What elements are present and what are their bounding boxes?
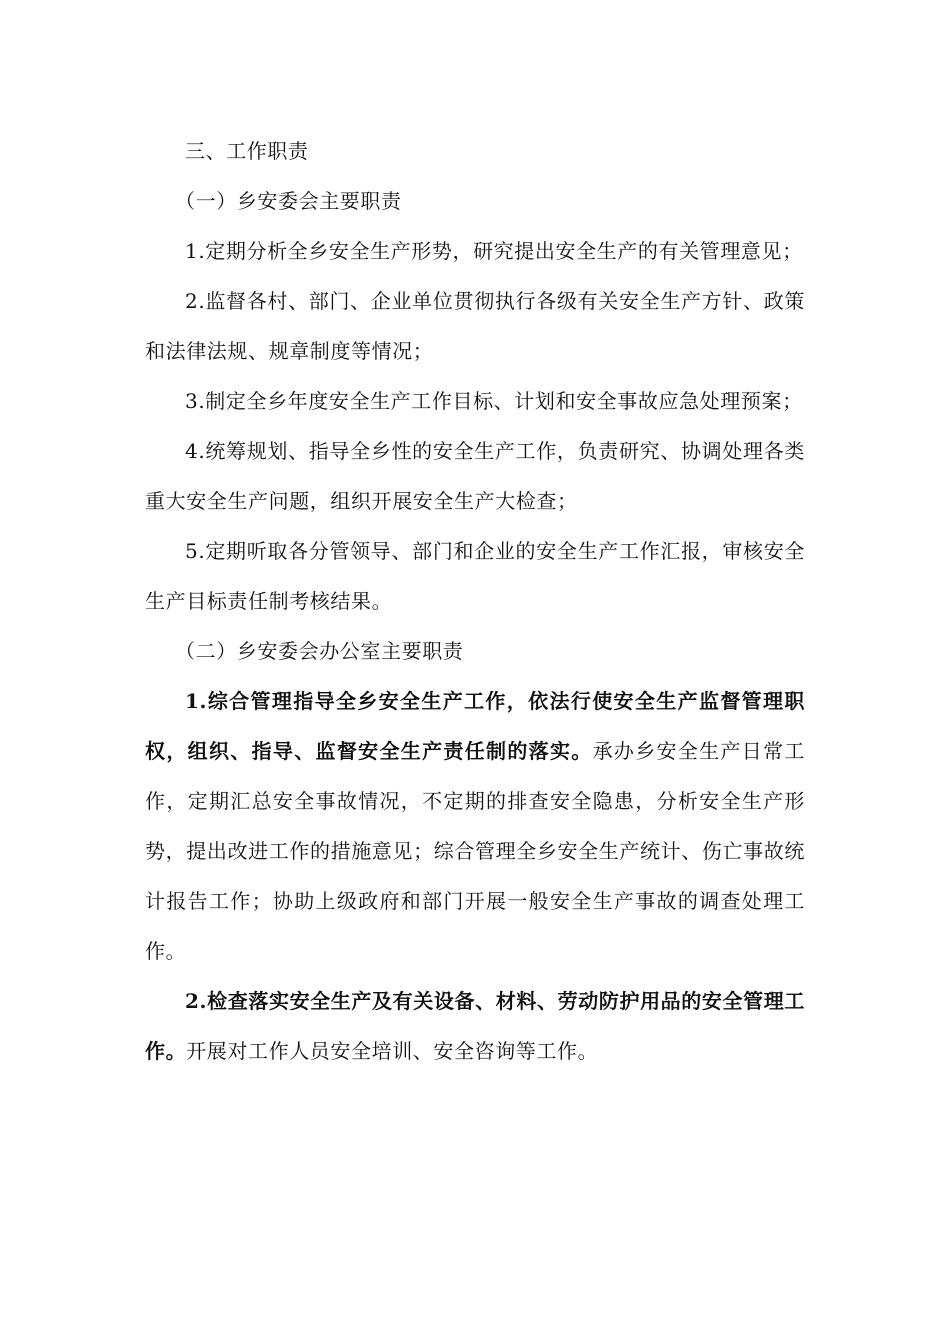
- part1-item-3: 3.制定全乡年度安全生产工作目标、计划和安全事故应急处理预案；: [185, 389, 803, 413]
- part2-item-2-text: 开展对工作人员安全培训、安全咨询等工作。: [186, 1039, 599, 1063]
- part1-item-4: 4.统筹规划、指导全乡性的安全生产工作，负责研究、协调处理各类重大安全生产问题，组织开展安全生产大检查；: [145, 439, 805, 513]
- part2-item-1: [145, 676, 805, 976]
- part1-item-2: 2.监督各村、部门、企业单位贯彻执行各级有关安全生产方针、政策和法律法规、规章制度等情况；: [145, 289, 805, 363]
- part2-item-1-bold: 1.综合管理指导全乡安全生产工作，依法行使安全生产监督管理职权，组织、指导、监督安全生产责任制的落实。: [145, 689, 805, 763]
- section-heading: 三、工作职责: [185, 139, 309, 163]
- part1-item-1: 1.定期分析全乡安全生产形势，研究提出安全生产的有关管理意见；: [185, 239, 803, 263]
- part2-item-1-text: 承办乡安全生产日常工作，定期汇总安全事故情况，不定期的排查安全隐患，分析安全生产形势，提出改进工作的措施意见；综合管理全乡安全生产统计、伤亡事故统计报告工作；协助上级政府和部门开展一般安全生产事故的调查处理工作。: [145, 739, 805, 963]
- part2-item-2: [145, 976, 805, 1076]
- document-body: [145, 126, 805, 1076]
- part2-item-2-bold: 2.检查落实安全生产及有关设备、材料、劳动防护用品的安全管理工作。: [145, 989, 805, 1063]
- part1-heading: （一）乡安委会主要职责: [175, 189, 402, 213]
- part2-heading: （二）乡安委会办公室主要职责: [175, 639, 464, 663]
- part1-item-5: 5.定期听取各分管领导、部门和企业的安全生产工作汇报，审核安全生产目标责任制考核结果。: [145, 539, 805, 613]
